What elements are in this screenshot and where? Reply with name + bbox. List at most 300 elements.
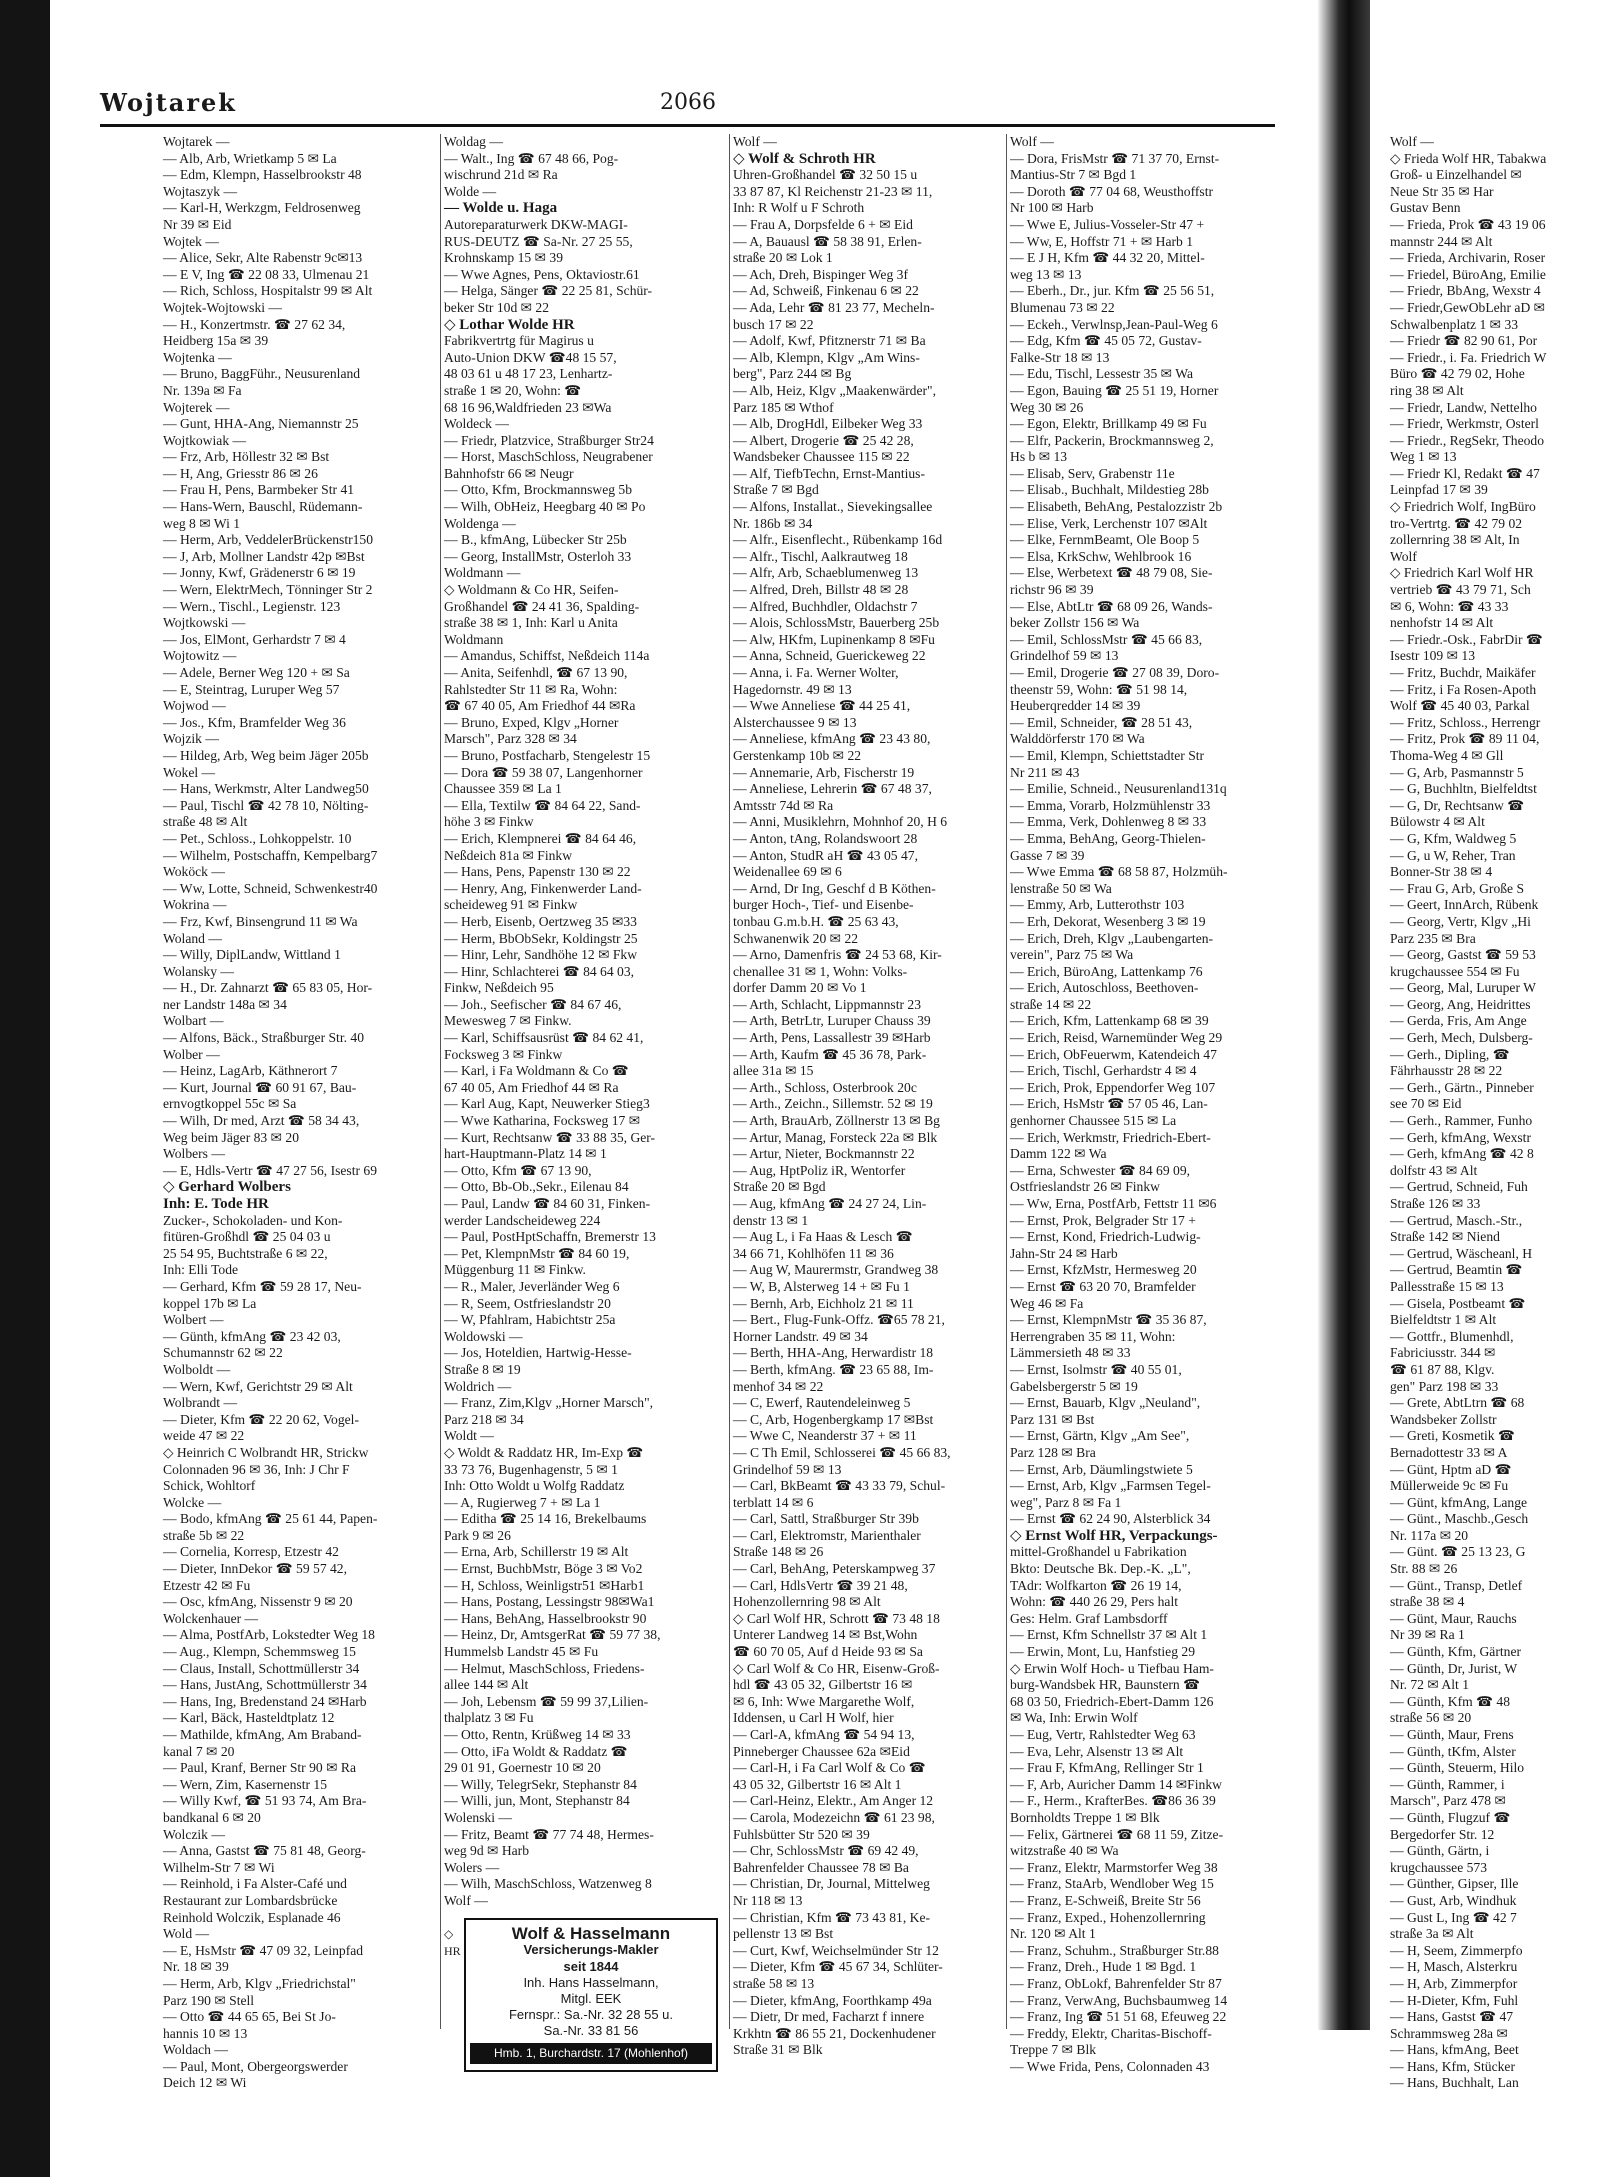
ad-title: Wolf & Hasselmann [511,1923,671,1943]
directory-entry: — Günt, Hptm aD ☎ [1390,1461,1512,1477]
directory-entry: — Albert, Drogerie ☎ 25 42 28, [733,432,914,448]
directory-entry: — C Th Emil, Schlosserei ☎ 45 66 83, [733,1444,951,1460]
directory-entry: Damm 122 ✉ Wa [1010,1146,1107,1162]
directory-entry: Deich 12 ✉ Wi [163,2075,247,2091]
directory-entry: Weg 30 ✉ 26 [1010,399,1084,415]
directory-entry: weide 47 ✉ 22 [163,1428,245,1444]
directory-entry: — Else, AbtLtr ☎ 68 09 26, Wands- [1010,598,1213,614]
column-2-entries [444,134,724,1910]
directory-entry: — Hans, Postang, Lessingstr 98✉Wa1 [444,1594,655,1610]
directory-entry: Wolenski — [444,1809,513,1825]
directory-entry: — Gust L, Ing ☎ 42 7 [1390,1909,1517,1925]
directory-entry: — Emil, SchlossMstr ☎ 45 66 83, [1010,631,1203,647]
directory-entry: — Dieter, Kfm ☎ 45 67 34, Schlüter- [733,1959,943,1975]
directory-entry: — Bruno, Postfacharb, Stengelestr 15 [444,747,651,763]
directory-entry: — Felix, Gärtnerei ☎ 68 11 59, Zitze- [1010,1826,1224,1842]
directory-entry: straße 48 ✉ Alt [163,814,248,830]
directory-entry: tro-Vertrtg. ☎ 42 79 02 [1390,515,1523,531]
directory-entry: — Gerh, kfmAng, Wexstr [1390,1129,1531,1145]
directory-entry: — Wern, ElektrMech, Tönninger Str 2 [163,582,373,598]
directory-entry: — Alfr, Arb, Schaeblumenweg 13 [733,565,919,581]
directory-entry: — Otto, iFa Woldt & Raddatz ☎ [444,1743,628,1759]
directory-entry: Finkw, Neßdeich 95 [444,980,554,996]
directory-entry: — Ada, Lehr ☎ 81 23 77, Mecheln- [733,299,935,315]
directory-entry: — Frau H, Pens, Barmbeker Str 41 [163,482,355,498]
directory-entry: Woldrich — [444,1378,512,1394]
directory-entry: — Joh., Seefischer ☎ 84 67 46, [444,996,622,1012]
directory-entry: 48 03 61 u 48 17 23, Lenhartz- [444,366,613,382]
directory-entry: — H, Seem, Zimmerpfo [1390,1942,1523,1958]
directory-entry: denstr 13 ✉ 1 [733,1212,809,1228]
directory-entry: Straße 126 ✉ 33 [1390,1196,1481,1211]
running-head: Wojtarek [100,88,237,117]
directory-entry: — Franz, StaArb, Wendlober Weg 15 [1010,1876,1214,1892]
directory-entry: Wolczik — [163,1826,225,1842]
directory-entry: berg", Parz 244 ✉ Bg [733,366,852,382]
directory-entry: — Hinr, Schlachterei ☎ 84 64 03, [444,963,635,979]
directory-entry: — Günt, kfmAng, Lange [1390,1494,1528,1510]
directory-entry: Wojtowitz — [163,648,237,664]
directory-entry: Straße 148 ✉ 26 [733,1544,824,1560]
directory-entry: Wojzik — [163,731,219,747]
directory-entry: ◇ Erwin Wolf Hoch- u Tiefbau Ham- [1010,1660,1214,1676]
column-divider [729,134,730,2029]
directory-entry: ☎ 60 70 05, Auf d Heide 93 ✉ Sa [733,1644,923,1660]
directory-entry: Wolckenhauer — [163,1610,259,1626]
directory-entry: — Wern., Tischl., Legienstr. 123 [163,598,341,614]
directory-entry: Pallesstraße 15 ✉ 13 [1390,1278,1504,1294]
directory-entry: verein", Parz 75 ✉ Wa [1010,947,1134,963]
directory-entry: — Wwe Agnes, Pens, Oktaviostr.61 [444,266,640,282]
directory-entry: — Gerh, kfmAng ☎ 42 8 [1390,1146,1534,1162]
directory-entry: — Friedr Kl, Redakt ☎ 47 [1390,465,1540,481]
directory-entry: — Anna, i. Fa. Werner Wolter, [733,665,899,680]
directory-entry: — Erich, Prok, Eppendorfer Weg 107 [1010,1079,1216,1095]
directory-entry: — Franz, Ing ☎ 51 51 68, Efeuweg 22 [1010,2009,1227,2025]
directory-entry: busch 17 ✉ 22 [733,316,814,332]
directory-entry: beker Zollstr 156 ✉ Wa [1010,615,1140,631]
directory-entry: Fährhausstr 28 ✉ 22 [1390,1063,1503,1079]
directory-entry: — Edm, Klempn, Hasselbrookstr 48 [163,167,362,183]
directory-entry: ring 38 ✉ Alt [1390,382,1464,398]
directory-entry: — Dora ☎ 59 38 07, Langenhorner [444,764,643,780]
directory-entry: Neßdeich 81a ✉ Finkw [444,847,573,863]
directory-entry: — Ernst ☎ 63 20 70, Bramfelder [1010,1278,1196,1294]
directory-entry: — Erna, Schwester ☎ 84 69 09, [1010,1162,1191,1178]
directory-column-2 [444,134,724,2061]
directory-entry: — C, Ewerf, Rautendeleinweg 5 [733,1395,911,1411]
directory-entry: ◇ Ernst Wolf HR, Verpackungs- [1010,1527,1218,1544]
directory-entry: Schumannstr 62 ✉ 22 [163,1345,283,1361]
ad-since: seit 1844 [563,1958,619,1974]
directory-entry: — Erich, BüroAng, Lattenkamp 76 [1010,963,1203,979]
directory-entry: Schick, Wohltorf [163,1478,256,1494]
directory-entry: Heidberg 15a ✉ 39 [163,333,269,349]
directory-entry: — Karl, Bäck, Hasteldtplatz 12 [163,1710,335,1726]
directory-entry: — Ernst, Arb, Klgv „Farmsen Tegel- [1010,1478,1211,1494]
directory-entry: — Carl, Elektromstr, Marienthaler [733,1527,921,1543]
directory-entry: ☎ 61 87 88, Klgv. [1390,1361,1495,1377]
directory-entry: — H, Masch, Alsterkru [1390,1959,1518,1975]
directory-entry: — Günth, Gärtn, i [1390,1843,1490,1859]
directory-entry: — Wolde u. Haga [444,200,558,217]
directory-entry: — Gerh., Gärtn., Pinneber [1390,1079,1534,1095]
directory-entry: — Hans, Ing, Bredenstand 24 ✉Harb [163,1693,367,1709]
directory-entry: — Ad, Schweiß, Finkenau 6 ✉ 22 [733,283,919,299]
directory-entry: — Emma, BehAng, Georg-Thielen- [1010,830,1206,846]
directory-entry: Hs b ✉ 13 [1010,449,1068,465]
directory-entry: — Willy, DiplLandw, Wittland 1 [163,947,341,963]
directory-entry: — Editha ☎ 25 14 16, Brekelbaums [444,1511,647,1527]
directory-entry: — Franz, VerwAng, Buchsbaumweg 14 [1010,1992,1228,2008]
directory-entry: ◇ Woldt & Raddatz HR, Im-Exp ☎ [444,1444,644,1460]
directory-entry: — Alfred, Buchhdler, Oldachstr 7 [733,598,918,614]
directory-entry: Woland — [163,930,222,946]
ad-owner: Inh. Hans Hasselmann, [523,1975,659,1991]
directory-entry: Fabrikvertrtg für Magirus u [444,333,594,349]
directory-entry: — Günt, Maur, Rauchs [1390,1610,1517,1626]
directory-entry: — Fritz, Prok ☎ 89 11 04, [1390,731,1540,747]
directory-entry: Horner Landstr. 49 ✉ 34 [733,1328,868,1344]
directory-entry: — Aug, kfmAng ☎ 24 27 24, Lin- [733,1196,927,1211]
directory-entry: — Herm, BbObSekr, Koldingstr 25 [444,930,638,946]
directory-entry: straße 56 ✉ 20 [1390,1710,1472,1726]
directory-entry: — Wilh, MaschSchloss, Watzenweg 8 [444,1876,652,1892]
directory-entry: ner Landstr 148a ✉ 34 [163,996,287,1012]
directory-entry: werder Landscheideweg 224 [444,1212,601,1228]
ad-subtitle: Versicherungs-Makler [523,1942,659,1958]
directory-entry: — Arth., Schloss, Osterbrook 20c [733,1079,917,1095]
directory-entry: — Osc, kfmAng, Nissenstr 9 ✉ 20 [163,1594,353,1610]
directory-entry: — Helmut, MaschSchloss, Friedens- [444,1660,645,1676]
directory-entry: Woldmann [444,631,504,647]
directory-entry: — G, Arb, Pasmannstr 5 [1390,764,1524,780]
directory-entry: — Dieter, Kfm ☎ 22 20 62, Vogel- [163,1411,359,1427]
directory-entry: — Jos., Kfm, Bramfelder Weg 36 [163,714,346,730]
directory-entry: — Wwe C, Neanderstr 37 + ✉ 11 [733,1428,917,1444]
directory-entry: — Rich, Schloss, Hospitalstr 99 ✉ Alt [163,283,373,299]
directory-entry: — Otto, Rentn, Krüßweg 14 ✉ 33 [444,1727,631,1742]
directory-entry: 68 16 96,Waldfrieden 23 ✉Wa [444,399,612,415]
directory-entry: — Arth., Zeichn., Sillemstr. 52 ✉ 19 [733,1096,933,1112]
directory-entry: — Hans, JustAng, Schottmüllerstr 34 [163,1677,367,1693]
directory-entry: 68 03 50, Friedrich-Ebert-Damm 126 [1010,1693,1214,1709]
directory-entry: — Hans, Werkmstr, Alter Landweg50 [163,781,369,797]
directory-entry: — E, HsMstr ☎ 47 09 32, Leinpfad [163,1942,364,1958]
directory-entry: — Herb, Eisenb, Oertzweg 35 ✉33 [444,913,637,929]
directory-entry: chenallee 31 ✉ 1, Wohn: Volks- [733,963,908,979]
directory-entry: — Franz, Zim,Klgv „Horner Marsch", [444,1395,654,1411]
directory-entry: Falke-Str 18 ✉ 13 [1010,349,1110,365]
directory-entry: — Günth, Flugzuf ☎ [1390,1809,1511,1825]
directory-entry: Wolf ☎ 45 40 03, Parkal [1390,698,1530,714]
directory-entry: — A, Rugierweg 7 + ✉ La 1 [444,1494,601,1510]
directory-entry: Wojtkowiak — [163,432,247,448]
directory-entry: — Dieter, InnDekor ☎ 59 57 42, [163,1561,348,1577]
directory-entry: Mantius-Str 7 ✉ Bgd 1 [1010,167,1137,183]
directory-entry: — Alfr., Tischl, Aalkrautweg 18 [733,548,908,564]
directory-entry: — Frieda, Prok ☎ 43 19 06 [1390,216,1546,232]
directory-entry: — Friedel, BüroAng, Emilie [1390,266,1546,282]
directory-entry: — Gunt, HHA-Ang, Niemannstr 25 [163,416,359,432]
directory-entry: Wolers — [444,1859,500,1875]
directory-entry: Nr. 120 ✉ Alt 1 [1010,1926,1096,1942]
directory-entry: — Aug L, i Fa Haas & Lesch ☎ [733,1229,913,1245]
directory-entry: — Ernst, Kfm Schnellstr 37 ✉ Alt 1 [1010,1627,1208,1643]
directory-entry: — Curt, Kwf, Weichselmünder Str 12 [733,1942,939,1958]
directory-entry: Wokel — [163,764,216,780]
directory-entry: — Friedr,GewObLehr aD ✉ [1390,299,1546,315]
directory-entry: Wojtarek — [163,134,230,149]
directory-entry: Wojtenka — [163,349,232,365]
directory-entry: RUS-DEUTZ ☎ Sa-Nr. 27 25 55, [444,233,633,249]
directory-entry: — Friedr., RegSekr, Theodo [1390,432,1545,448]
directory-entry: hdl ☎ 43 05 32, Gilbertstr 16 ✉ [733,1677,913,1693]
directory-entry: Bergedorfer Str. 12 [1390,1826,1495,1842]
directory-entry: — Friedr, Werkmstr, Osterl [1390,416,1539,432]
directory-entry: — Anna, Schneid, Guerickeweg 22 [733,648,926,664]
directory-entry: Isestr 109 ✉ 13 [1390,648,1476,664]
directory-entry: — Wwe Anneliese ☎ 44 25 41, [733,698,911,714]
directory-entry: ✉ 6, Wohn: ☎ 43 33 [1390,598,1509,614]
directory-entry: ◇ Friedrich Karl Wolf HR [1390,565,1534,581]
directory-entry: Focksweg 3 ✉ Finkw [444,1046,563,1062]
directory-entry: Wolbers — [163,1146,225,1162]
directory-entry: — Wilh, ObHeiz, Heegbarg 40 ✉ Po [444,499,646,515]
directory-entry: — Egon, Elektr, Brillkamp 49 ✉ Fu [1010,416,1207,432]
directory-entry: — Ernst, KlempnMstr ☎ 35 36 87, [1010,1312,1207,1328]
directory-entry: Wolbart — [163,1013,224,1029]
directory-entry: Inh: E. Tode HR [163,1196,269,1212]
directory-entry: — Greti, Kosmetik ☎ [1390,1428,1515,1444]
directory-entry: Amtsstr 74d ✉ Ra [733,797,834,813]
directory-entry: pellenstr 13 ✉ Bst [733,1926,834,1942]
directory-entry: — Willi, jun, Mont, Stephanstr 84 [444,1793,630,1809]
directory-entry: — Gertrud, Beamtin ☎ [1390,1262,1523,1278]
directory-entry: wischrund 21d ✉ Ra [444,167,558,183]
directory-entry: — Gertrud, Wäscheanl, H [1390,1245,1533,1261]
directory-entry: Gerstenkamp 10b ✉ 22 [733,747,862,763]
directory-entry: — Wern, Kwf, Gerichtstr 29 ✉ Alt [163,1378,353,1394]
book-gutter [1318,0,1370,2030]
directory-entry: Parz 131 ✉ Bst [1010,1411,1095,1427]
directory-entry: Hagedornstr. 49 ✉ 13 [733,681,852,697]
directory-entry: — Walt., Ing ☎ 67 48 66, Pog- [444,150,619,166]
directory-entry: vertrieb ☎ 43 79 71, Sch [1390,582,1531,598]
directory-entry: Parz 185 ✉ Wthof [733,399,834,415]
directory-entry: Inh: Elli Tode [163,1262,239,1278]
directory-entry: burg-Wandsbek HR, Baunstern ☎ [1010,1677,1201,1693]
directory-entry: — Doroth ☎ 77 04 68, Weusthoffstr [1010,183,1213,199]
directory-entry: — Arth, Kaufm ☎ 45 36 78, Park- [733,1046,927,1062]
directory-entry: 25 54 95, Buchtstraße 6 ✉ 22, [163,1245,328,1261]
directory-entry: — Wern, Zim, Kasernenstr 15 [163,1776,328,1792]
directory-entry: — Karl, i Fa Woldmann & Co ☎ [444,1063,629,1079]
directory-entry: Mewesweg 7 ✉ Finkw. [444,1013,572,1029]
directory-entry: — Erich, Reisd, Warnemünder Weg 29 [1010,1030,1223,1046]
directory-entry: Wold — [163,1926,210,1942]
directory-entry: Woldt — [444,1428,494,1444]
directory-entry: — Ww, E, Hoffstr 71 + ✉ Harb 1 [1010,233,1194,249]
directory-entry: Wolber — [163,1046,220,1062]
directory-entry: — Emma, Verk, Dohlenweg 8 ✉ 33 [1010,814,1207,830]
directory-entry: Wojtaszyk — [163,183,238,199]
directory-entry: — Ernst, BuchbMstr, Böge 3 ✉ Vo2 [444,1561,643,1577]
directory-entry: — Else, Werbetext ☎ 48 79 08, Sie- [1010,565,1213,581]
directory-entry: thalplatz 3 ✉ Fu [444,1710,534,1726]
directory-entry: Wojtkowski — [163,615,246,631]
scan-border-left [0,0,50,2030]
directory-entry: — H., Konzertmstr. ☎ 27 62 34, [163,316,346,332]
directory-entry: Bülowstr 4 ✉ Alt [1390,814,1485,830]
directory-entry: Wandsbeker Chaussee 115 ✉ 22 [733,449,910,465]
directory-entry: straße 1 ✉ 20, Wohn: ☎ [444,382,582,398]
directory-entry: Straße 8 ✉ 19 [444,1361,521,1377]
directory-entry: — Karl-H, Werkzgm, Feldrosenweg [163,200,361,216]
directory-entry: mittel-Großhandel u Fabrikation [1010,1544,1187,1560]
directory-entry: — Gisela, Postbeamt ☎ [1390,1295,1526,1311]
ad-phone-2: Sa.-Nr. 33 81 56 [543,2023,639,2039]
directory-entry: Wohn: ☎ 440 26 29, Pers halt [1010,1594,1179,1610]
directory-entry: — Alfons, Installat., Sievekingsallee [733,499,933,515]
directory-entry: Inh: R Wolf u F Schroth [733,200,865,216]
directory-entry: weg 9d ✉ Harb [444,1843,530,1859]
directory-entry: — Anita, Seifenhdl, ☎ 67 13 90, [444,665,628,680]
directory-entry: — Dieter, kfmAng, Foorthkamp 49a [733,1992,932,2008]
directory-entry: Krohnskamp 15 ✉ 39 [444,250,563,266]
directory-entry: — Günth, Dr, Jurist, W [1390,1660,1518,1676]
directory-entry: ◇ Wolf & Schroth HR [733,150,876,167]
directory-entry: Gustav Benn [1390,200,1461,216]
directory-entry: — Franz, Elektr, Marmstorfer Weg 38 [1010,1859,1218,1875]
directory-entry: — Günth, Steuerm, Hilo [1390,1760,1525,1776]
directory-entry: — Carl-Heinz, Elektr., Am Anger 12 [733,1793,934,1809]
directory-entry: — Paul, Landw ☎ 84 60 31, Finken- [444,1196,651,1211]
directory-entry: — Aug., Klempn, Schemmsweg 15 [163,1644,356,1660]
directory-entry: ◇ Lothar Wolde HR [444,316,575,333]
directory-column-1 [163,134,435,2091]
directory-entry: — Hinr, Lehr, Sandhöhe 12 ✉ Fkw [444,947,638,963]
directory-entry: — Joh, Lebensm ☎ 59 99 37,Lilien- [444,1693,649,1709]
directory-entry: — Emmy, Arb, Lutterothstr 103 [1010,897,1185,913]
directory-entry: — Ach, Dreh, Bispinger Weg 3f [733,266,908,282]
directory-entry: Krkhtn ☎ 86 55 21, Dockenhudener [733,2025,936,2041]
directory-entry: — E V, Ing ☎ 22 08 33, Ulmenau 21 [163,266,370,282]
directory-entry: Nr 39 ✉ Eid [163,216,232,232]
directory-entry: Nr 118 ✉ 13 [733,1892,803,1908]
directory-column-3 [733,134,1003,2058]
directory-entry: Herrengraben 35 ✉ 11, Wohn: [1010,1328,1176,1344]
directory-entry: lenstraße 50 ✉ Wa [1010,880,1112,896]
scan-border-bottom [0,2030,50,2177]
directory-entry: — Gerh, Mech, Dulsberg- [1390,1030,1533,1046]
directory-entry: — Frz, Arb, Höllestr 32 ✉ Bst [163,449,330,465]
directory-entry: Wilhelm-Str 7 ✉ Wi [163,1859,275,1875]
directory-entry: weg 8 ✉ Wi 1 [163,515,241,531]
directory-entry: Inh: Otto Woldt u Wolfg Raddatz [444,1478,625,1494]
directory-entry: — Reinhold, i Fa Alster-Café und [163,1876,347,1892]
directory-entry: — Hans, Buchhalt, Lan [1390,2075,1519,2091]
directory-entry: — Georg, Gastst ☎ 59 53 [1390,947,1536,963]
directory-entry: Wolf — [733,134,777,149]
directory-entry: fitüren-Großhdl ☎ 25 04 03 u [163,1229,331,1245]
directory-entry: allee 31a ✉ 15 [733,1063,814,1079]
directory-entry: — Amandus, Schiffst, Neßdeich 114a [444,648,650,664]
directory-entry: Straße 142 ✉ Niend [1390,1229,1500,1245]
directory-entry: — Heinz, LagArb, Käthnerort 7 [163,1063,338,1079]
directory-entry: — Jonny, Kwf, Grädenerstr 6 ✉ 19 [163,565,356,581]
directory-entry: — Cornelia, Korresp, Etzestr 42 [163,1544,339,1560]
directory-entry: — Ww, Erna, PostfArb, Fettstr 11 ✉6 [1010,1196,1217,1211]
directory-entry: — Elisabeth, BehAng, Pestalozzistr 2b [1010,499,1223,515]
directory-entry: — Dietr, Dr med, Facharzt f innere [733,2009,925,2025]
directory-entry: 43 05 32, Gilbertstr 16 ✉ Alt 1 [733,1776,902,1792]
directory-entry: — Eug, Vertr, Rahlstedter Weg 63 [1010,1727,1196,1742]
directory-entry: — Jos, Hoteldien, Hartwig-Hesse- [444,1345,632,1361]
ad-marker: ◇ HR [444,1926,461,1958]
directory-entry: — Günth, tKfm, Alster [1390,1743,1516,1759]
directory-entry: — Wwe Emma ☎ 68 58 87, Holzmüh- [1010,864,1228,880]
directory-entry: ◇ Frieda Wolf HR, Tabakwa [1390,150,1547,166]
directory-entry: — Günt., Maschb.,Gesch [1390,1511,1529,1527]
directory-entry: — Friedr, Landw, Nettelho [1390,399,1537,415]
directory-entry: Weg 1 ✉ 13 [1390,449,1457,465]
directory-entry: — Anneliese, kfmAng ☎ 23 43 80, [733,731,931,747]
directory-entry: Chaussee 359 ✉ La 1 [444,781,562,797]
directory-entry: bandkanal 6 ✉ 20 [163,1809,261,1825]
ad-address: Hmb. 1, Burchardstr. 17 (Mohlenhof) [470,2043,712,2064]
directory-entry: — Günth, Rammer, i [1390,1776,1505,1792]
directory-entry: Zucker-, Schokoladen- und Kon- [163,1212,343,1228]
directory-entry: — Hans, Kfm, Stücker [1390,2058,1515,2074]
directory-entry: — Otto, Kfm ☎ 67 13 90, [444,1162,592,1178]
directory-entry: — E, Steintrag, Luruper Weg 57 [163,681,340,697]
directory-entry: straße 58 ✉ 13 [733,1975,815,1991]
directory-entry: — Bruno, Exped, Klgv „Horner [444,714,619,730]
directory-entry: zollernring 38 ✉ Alt, In [1390,532,1520,548]
column-divider [440,134,441,2029]
directory-entry: — J, Arb, Mollner Landstr 42p ✉Bst [163,548,365,564]
directory-entry: — Freddy, Elektr, Charitas-Bischoff- [1010,2025,1212,2041]
directory-entry: theenstr 59, Wohn: ☎ 51 98 14, [1010,681,1188,697]
directory-entry: — Gertrud, Schneid, Fuh [1390,1179,1528,1195]
directory-entry: 33 73 76, Bugenhagenstr, 5 ✉ 1 [444,1461,618,1477]
directory-entry: Marsch", Parz 478 ✉ [1390,1793,1506,1809]
directory-entry: Woldmann — [444,565,521,581]
directory-entry: Etzestr 42 ✉ Fu [163,1577,251,1593]
directory-entry: — Kurt, Journal ☎ 60 91 67, Bau- [163,1079,357,1095]
directory-entry: Weg 46 ✉ Fa [1010,1295,1084,1311]
directory-entry: ◇ Gerhard Wolbers [163,1179,291,1196]
directory-entry: Müggenburg 11 ✉ Finkw. [444,1262,586,1278]
directory-entry: Iddensen, u Carl H Wolf, hier [733,1710,894,1726]
directory-entry: Wolbrandt — [163,1395,238,1411]
directory-entry: — Artur, Nieter, Bockmannstr 22 [733,1146,915,1162]
directory-entry: ✉ Wa, Inh: Erwin Wolf [1010,1710,1138,1726]
directory-entry: — Otto, Bb-Ob.,Sekr., Eilenau 84 [444,1179,629,1195]
directory-entry: — Emil, Klempn, Schiettstadter Str [1010,747,1205,763]
directory-entry: Nr. 186b ✉ 34 [733,515,813,531]
directory-entry: — F, Arb, Auricher Damm 14 ✉Finkw [1010,1776,1222,1792]
directory-entry: — Friedr., i. Fa. Friedrich W [1390,349,1547,365]
directory-entry: Bahnhofstr 66 ✉ Neugr [444,465,574,481]
directory-entry: — Alw, HKfm, Lupinenkamp 8 ✉Fu [733,631,935,647]
directory-entry: Wolf [1390,548,1417,564]
directory-entry: — Arno, Damenfris ☎ 24 53 68, Kir- [733,947,942,963]
directory-entry: terblatt 14 ✉ 6 [733,1494,814,1510]
directory-entry: — Chr, SchlossMstr ☎ 69 42 49, [733,1843,919,1859]
directory-entry: — Aug, HptPoliz iR, Wentorfer [733,1162,906,1178]
